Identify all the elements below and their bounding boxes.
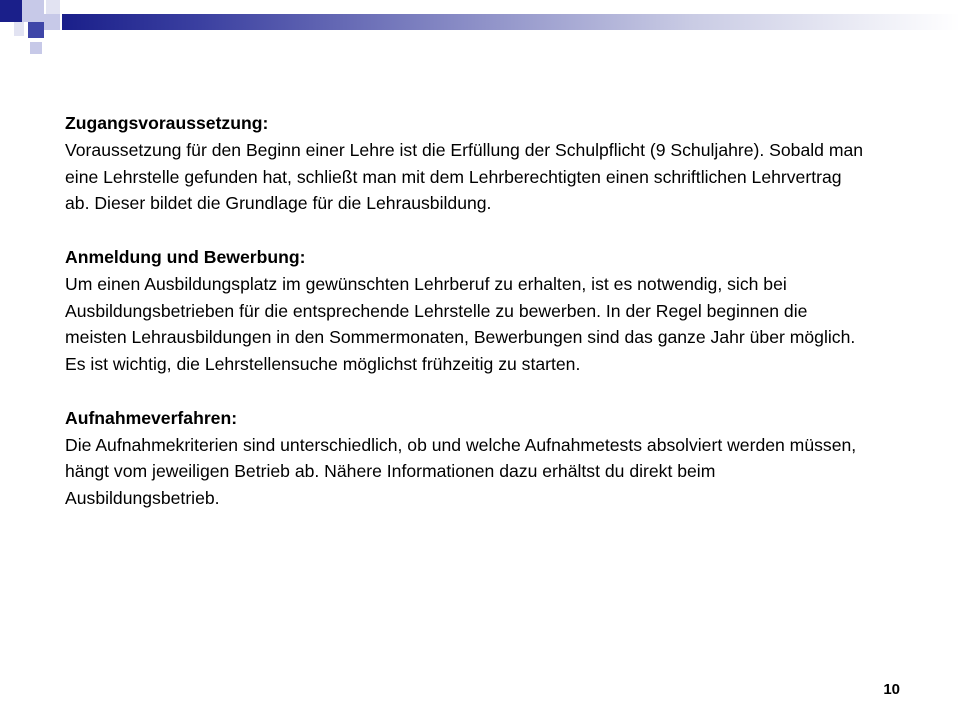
section-aufnahmeverfahren [65, 405, 865, 512]
decor-square-pale-2 [14, 22, 24, 36]
section-heading: Aufnahmeverfahren: [65, 407, 238, 428]
decor-square-pale [46, 0, 60, 14]
section-body: Um einen Ausbildungsplatz im gewünschten Lehrberuf zu erhalten, ist es notwendig, sich bei Ausbildungsbetrieben für die entsprechende Lehrstelle zu bewerben. In der Regel beginnen die meisten Lehrausbildungen in den Sommermonaten, Bewerbungen sind das ganze Jahr über möglich. Es ist wichtig, die Lehrstellensuche möglichst frühzeitig zu starten. [65, 273, 856, 375]
slide-content [65, 110, 865, 539]
decor-square-dark [0, 0, 22, 22]
page-number: 10 [883, 681, 900, 698]
decor-square-light-2 [44, 14, 60, 30]
decor-square-medium [28, 22, 44, 38]
section-zugangsvoraussetzung [65, 110, 865, 217]
header-gradient-bar [62, 14, 960, 30]
section-heading: Anmeldung und Bewerbung: [65, 246, 306, 267]
section-heading: Zugangsvoraussetzung: [65, 113, 269, 133]
decor-square-light-3 [30, 42, 42, 54]
section-anmeldung [65, 244, 865, 378]
section-body: Die Aufnahmekriterien sind unterschiedlich, ob und welche Aufnahmetests absolviert werden müssen, hängt vom jeweiligen Betrieb ab. Nähere Informationen dazu erhältst du direkt beim Ausbildungsbetrieb. [65, 434, 857, 509]
decor-square-light [22, 0, 44, 22]
section-body: Voraussetzung für den Beginn einer Lehre ist die Erfüllung der Schulpflicht (9 Schuljahre). Sobald man eine Lehrstelle gefunden hat, schließt man mit dem Lehrberechtigten einen schriftlichen Lehrvertrag ab. Dieser bildet die Grundlage für die Lehrausbildung. [65, 139, 864, 214]
